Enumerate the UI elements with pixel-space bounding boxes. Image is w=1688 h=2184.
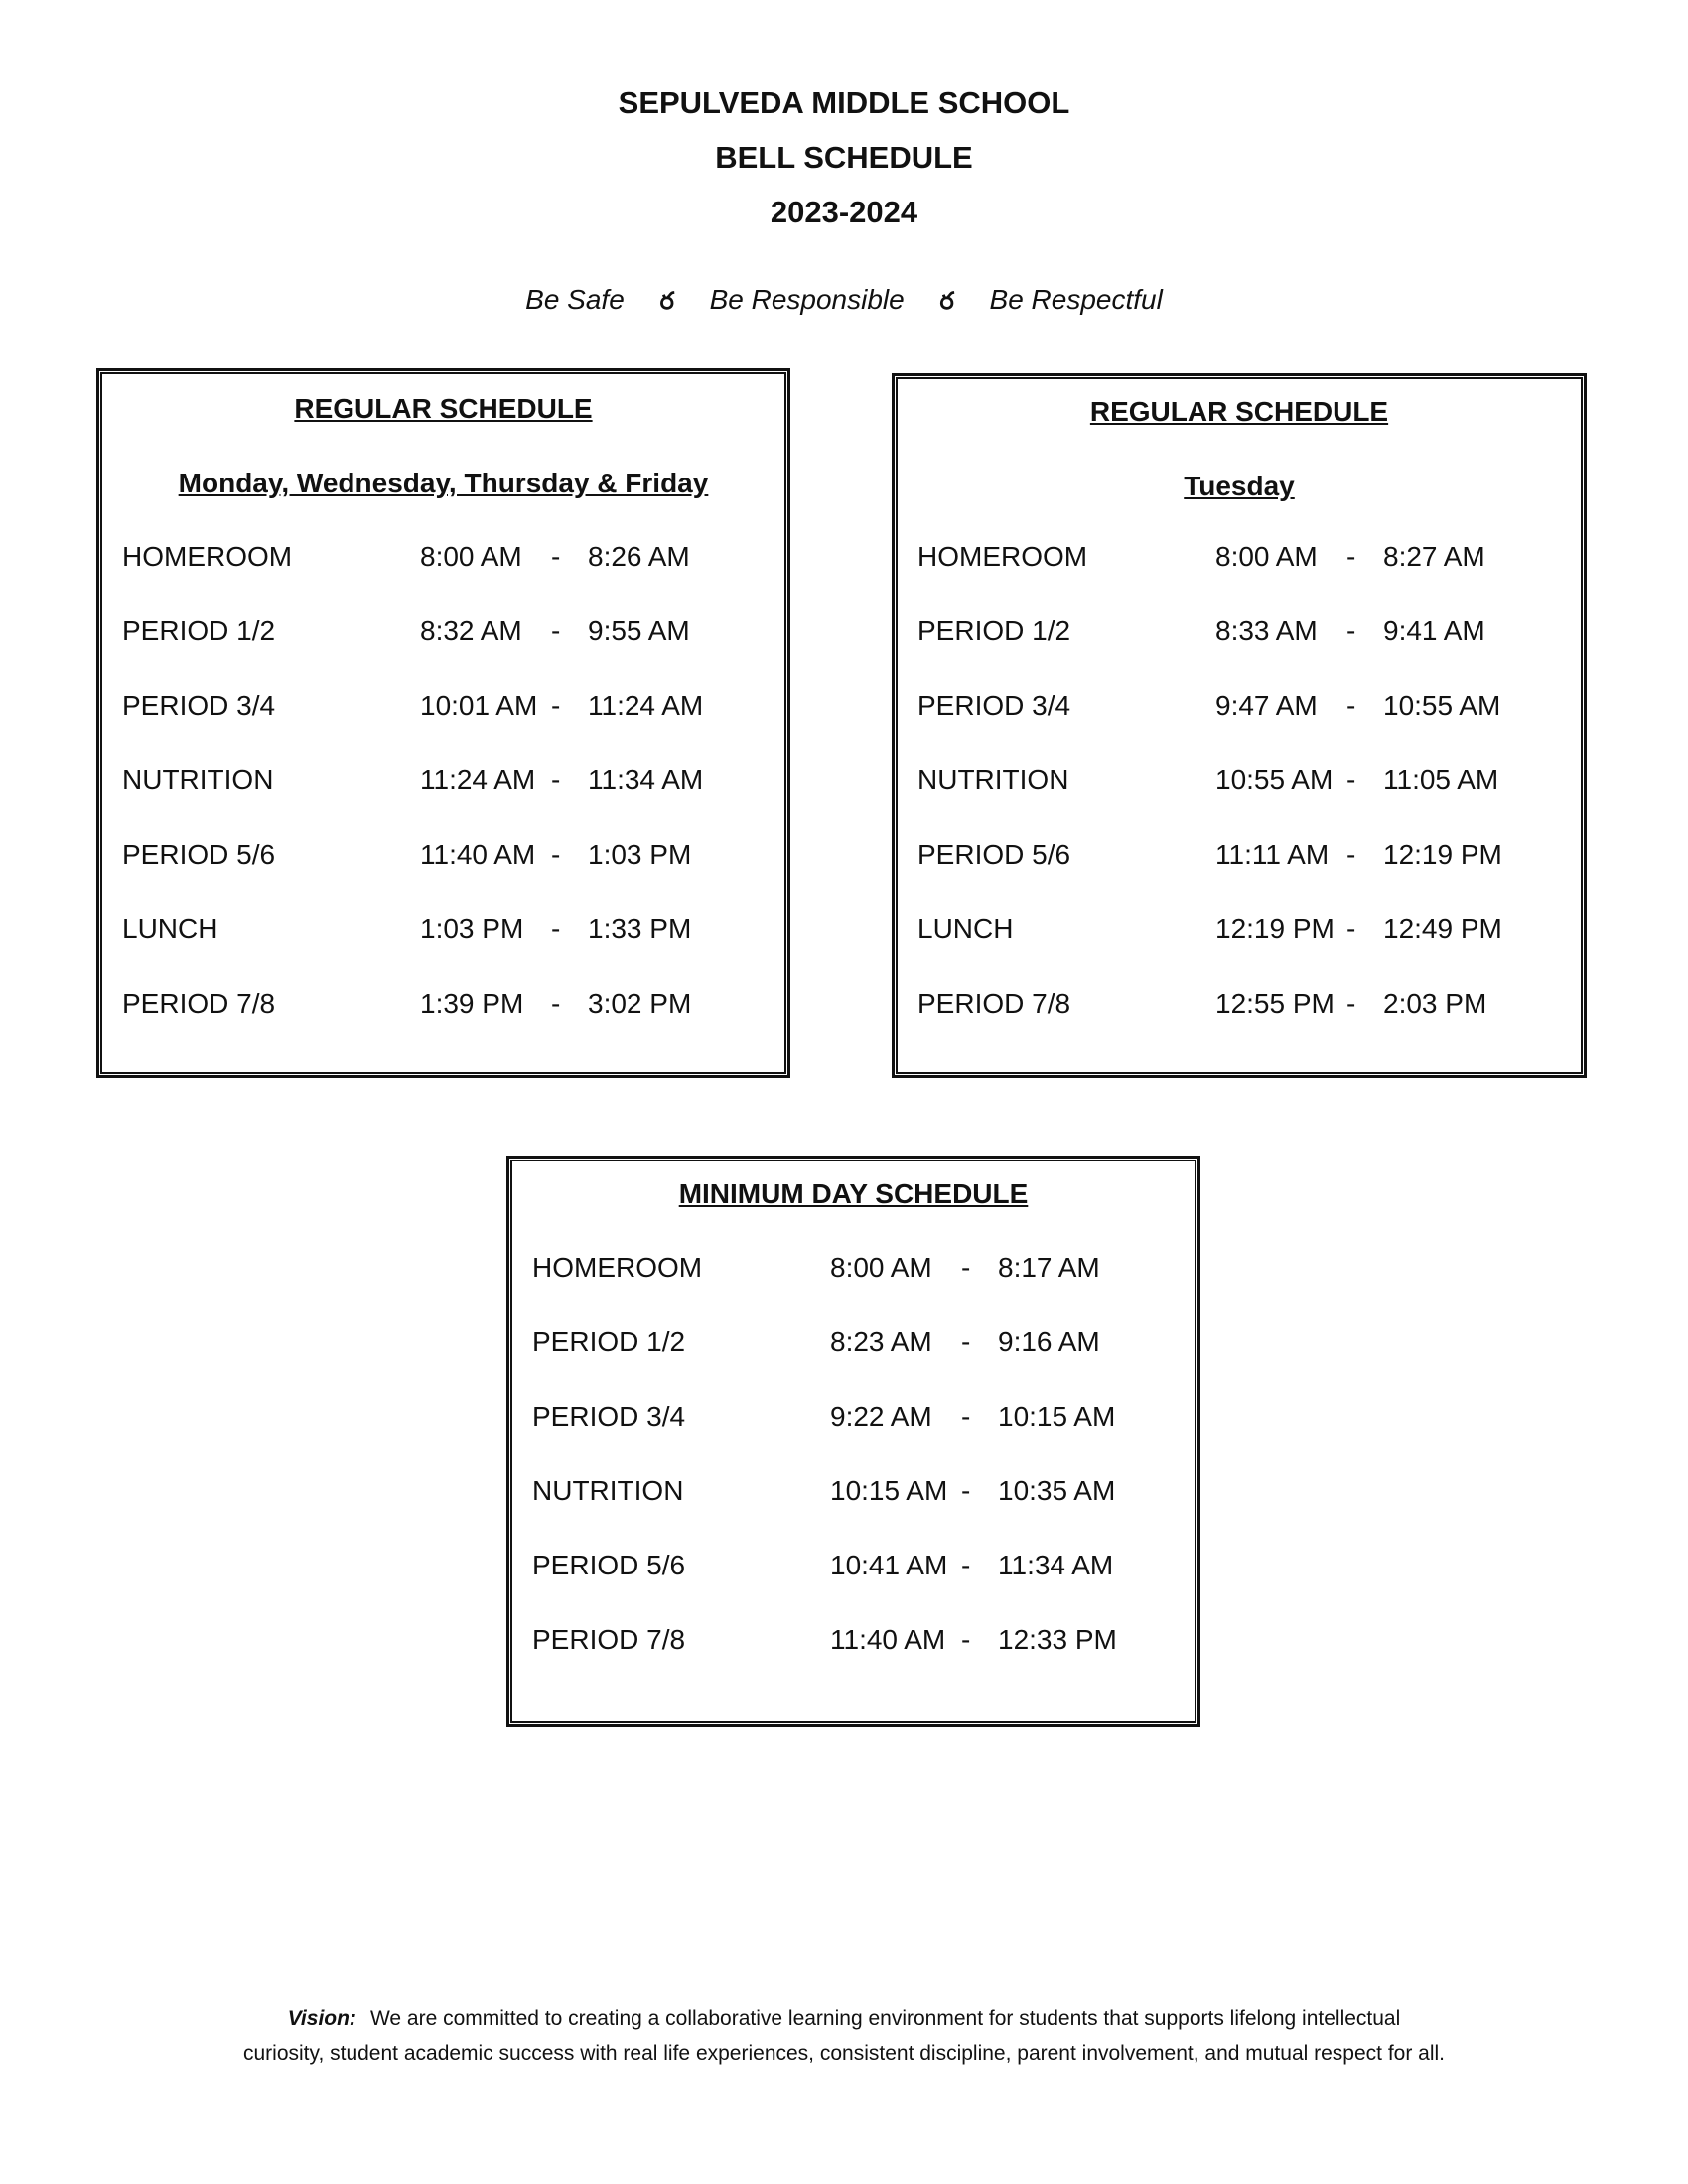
period-label: PERIOD 7/8 [917,988,1071,1019]
start-time: 8:00 AM [420,541,522,572]
period-label: PERIOD 7/8 [532,1624,686,1655]
period-label: NUTRITION [122,764,274,795]
start-time: 1:03 PM [420,913,524,944]
start-time: 11:24 AM [420,764,536,795]
end-time: 8:26 AM [588,541,690,572]
regular-schedule-mwthf [97,369,789,1077]
period-label: HOMEROOM [122,541,293,572]
motto-item: Be Responsible [709,284,905,315]
time-separator: - [961,1624,971,1655]
end-time: 11:34 AM [998,1550,1114,1580]
start-time: 8:00 AM [1215,541,1318,572]
start-time: 1:39 PM [420,988,524,1019]
period-label: HOMEROOM [532,1252,703,1283]
start-time: 10:15 AM [830,1475,948,1506]
period-label: NUTRITION [532,1475,684,1506]
end-time: 9:41 AM [1383,615,1485,646]
schedule-row [898,764,1581,804]
period-label: PERIOD 1/2 [917,615,1071,646]
period-label: PERIOD 3/4 [532,1401,686,1432]
period-label: PERIOD 1/2 [532,1326,686,1357]
regular-schedule-tuesday [893,374,1586,1077]
time-separator: - [961,1475,971,1506]
start-time: 10:55 AM [1215,764,1334,795]
time-separator: - [1346,764,1356,795]
period-label: LUNCH [122,913,218,944]
end-time: 1:03 PM [588,839,692,870]
schedule-row [512,1326,1195,1366]
end-time: 8:17 AM [998,1252,1100,1283]
end-time: 12:19 PM [1383,839,1502,870]
time-separator: - [1346,913,1356,944]
schedule-row [102,541,784,581]
time-separator: - [551,913,561,944]
minimum-day-schedule [507,1157,1199,1726]
start-time: 11:40 AM [830,1624,946,1655]
time-separator: - [961,1550,971,1580]
schedule-row [512,1401,1195,1440]
schedule-row [898,913,1581,953]
start-time: 10:41 AM [830,1550,948,1580]
schedule-row [512,1550,1195,1589]
time-separator: - [551,988,561,1019]
schedule-title: MINIMUM DAY SCHEDULE [678,1178,1029,1209]
time-separator: - [551,839,561,870]
time-separator: - [551,615,561,646]
end-time: 11:34 AM [588,764,704,795]
vision-line-1: We are committed to creating a collaborative learning environment for students that supports lifelong intellectual [369,2007,1401,2030]
vision-line-2: curiosity, student academic success with real life experiences, consistent discipline, parent involvement, and mutual respect for all. [242,2042,1446,2065]
start-time: 11:11 AM [1215,839,1330,870]
schedule-row [512,1624,1195,1664]
end-time: 3:02 PM [588,988,692,1019]
schedule-row [102,615,784,655]
motto-item: Be Safe [525,284,625,315]
period-label: NUTRITION [917,764,1069,795]
schedule-title: REGULAR SCHEDULE [294,393,593,424]
document-title: BELL SCHEDULE [715,140,973,175]
schedule-row [102,764,784,804]
end-time: 9:55 AM [588,615,690,646]
time-separator: - [1346,615,1356,646]
schedule-days: Tuesday [1184,471,1295,501]
period-label: HOMEROOM [917,541,1088,572]
end-time: 10:35 AM [998,1475,1116,1506]
end-time: 10:55 AM [1383,690,1501,721]
end-time: 12:33 PM [998,1624,1117,1655]
start-time: 10:01 AM [420,690,538,721]
period-label: PERIOD 5/6 [917,839,1071,870]
time-separator: - [551,541,561,572]
end-time: 11:05 AM [1383,764,1499,795]
vision-label: Vision: [287,2007,356,2030]
end-time: 12:49 PM [1383,913,1502,944]
period-label: PERIOD 5/6 [122,839,276,870]
schedule-row [102,690,784,730]
schedule-title: REGULAR SCHEDULE [1089,396,1389,427]
start-time: 12:55 PM [1215,988,1335,1019]
ornament-icon: ర [659,288,674,315]
motto-item: Be Respectful [989,284,1163,315]
start-time: 9:22 AM [830,1401,932,1432]
schedule-row [898,615,1581,655]
schedule-row [102,988,784,1027]
end-time: 9:16 AM [998,1326,1100,1357]
end-time: 10:15 AM [998,1401,1116,1432]
schedule-row [102,913,784,953]
ornament-icon: ర [939,288,954,315]
period-label: PERIOD 3/4 [917,690,1071,721]
schedule-row [898,988,1581,1027]
schedule-row [898,690,1581,730]
start-time: 8:00 AM [830,1252,932,1283]
start-time: 8:32 AM [420,615,522,646]
schedule-row [102,839,784,879]
time-separator: - [1346,690,1356,721]
schedule-row [512,1252,1195,1292]
end-time: 11:24 AM [588,690,704,721]
start-time: 12:19 PM [1215,913,1335,944]
time-separator: - [961,1252,971,1283]
schedule-row [898,541,1581,581]
end-time: 2:03 PM [1383,988,1487,1019]
schedule-row [512,1475,1195,1515]
period-label: PERIOD 1/2 [122,615,276,646]
school-year: 2023-2024 [770,195,918,229]
start-time: 11:40 AM [420,839,536,870]
time-separator: - [961,1401,971,1432]
end-time: 8:27 AM [1383,541,1485,572]
time-separator: - [1346,839,1356,870]
motto [0,284,1688,321]
start-time: 8:33 AM [1215,615,1318,646]
schedule-row [898,839,1581,879]
time-separator: - [1346,988,1356,1019]
start-time: 9:47 AM [1215,690,1318,721]
time-separator: - [551,764,561,795]
period-label: PERIOD 3/4 [122,690,276,721]
time-separator: - [1346,541,1356,572]
period-label: PERIOD 5/6 [532,1550,686,1580]
schedule-days: Monday, Wednesday, Thursday & Friday [178,468,709,498]
time-separator: - [961,1326,971,1357]
period-label: LUNCH [917,913,1014,944]
end-time: 1:33 PM [588,913,692,944]
period-label: PERIOD 7/8 [122,988,276,1019]
school-name: SEPULVEDA MIDDLE SCHOOL [618,85,1070,120]
vision-statement [0,2001,1688,2071]
start-time: 8:23 AM [830,1326,932,1357]
time-separator: - [551,690,561,721]
